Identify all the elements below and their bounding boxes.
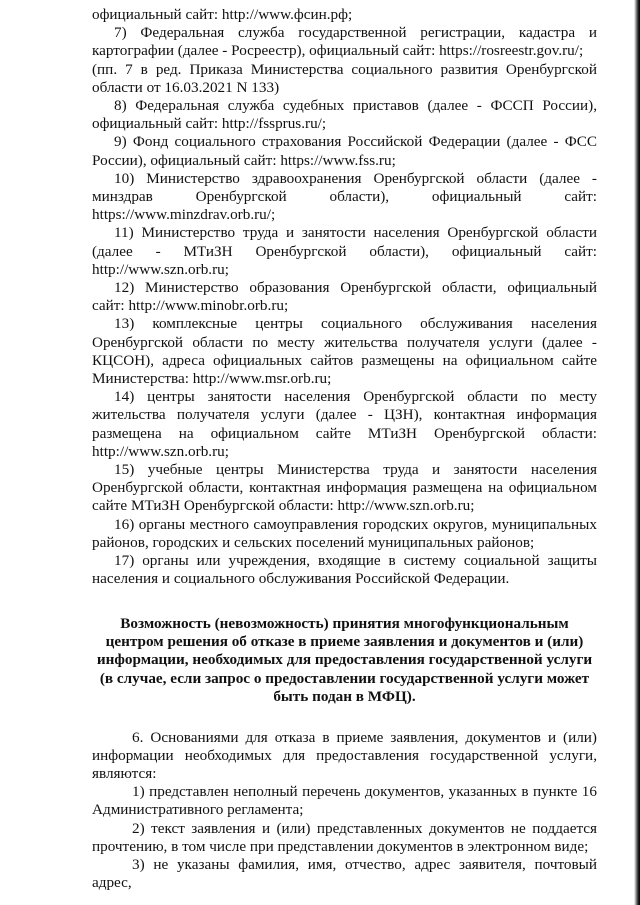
list-item: 16) органы местного самоуправления городских округов, муниципальных районов, городских и сельских поселений муниципальных районов;: [92, 515, 597, 551]
list-item: 11) Министерство труда и занятости населения Оренбургской области (далее - МТиЗН Оренбургской области), официальный сайт: http://www.szn.orb.ru;: [92, 224, 597, 278]
list-item: официальный сайт: http://www.фсин.рф;: [92, 6, 353, 23]
document-body: [92, 6, 597, 892]
spacer: [92, 707, 597, 729]
list-item: 17) органы или учреждения, входящие в систему социальной защиты населения и социального обслуживания Российской Федерации.: [92, 552, 597, 588]
list-item: 3) не указаны фамилия, имя, отчество, адрес заявителя, почтовый адрес,: [92, 855, 597, 892]
amendment-note: (пп. 7 в ред. Приказа Министерства социального развития Оренбургской области от 16.03.2021 N 133): [92, 60, 597, 96]
list-item: 12) Министерство образования Оренбургской области, официальный сайт: http://www.minobr.orb.ru;: [92, 279, 597, 315]
list-item: 8) Федеральная служба судебных приставов (далее - ФССП России), официальный сайт: http://fssprus.ru/;: [92, 97, 597, 133]
list-item: 1) представлен неполный перечень документов, указанных в пункте 16 Административного регламента;: [92, 783, 597, 819]
scan-edge-shadow: [634, 0, 640, 905]
list-item: 2) текст заявления и (или) представленных документов не поддается прочтению, в том числе при представлении документов в электронном виде;: [92, 819, 597, 855]
list-item: 7) Федеральная служба государственной регистрации, кадастра и картографии (далее - Росреестр), официальный сайт: https://rosreestr.gov.ru/;: [92, 24, 597, 60]
list-item: 15) учебные центры Министерства труда и занятости населения Оренбургской области, контактная информация размещена на официальном сайте МТиЗН Оренбургской области: http://www.szn.orb.ru;: [92, 461, 597, 515]
list-item: 9) Фонд социального страхования Российской Федерации (далее - ФСС России), официальный сайт: https://www.fss.ru;: [92, 133, 597, 169]
list-item: 13) комплексные центры социального обслуживания населения Оренбургской области по месту жительства получателя услуги (далее - КЦСОН), адреса официальных сайтов размещены на официальном сайте Министерства: http://www.msr.orb.ru;: [92, 315, 597, 388]
paragraph: 6. Основаниями для отказа в приеме заявления, документов и (или) информации необходимых для предоставления государственной услуги, являются:: [92, 728, 597, 782]
section-heading: Возможность (невозможность) принятия многофункциональным центром решения об отказе в приеме заявления и документов и (или) информации, необходимых для предоставления государственной услуги (в случае, если запрос о предоставлении государственной услуги может быть подан в МФЦ).: [96, 614, 593, 706]
list-item: 10) Министерство здравоохранения Оренбургской области (далее - минздрав Оренбургской области), официальный сайт: https://www.minzdrav.orb.ru/;: [92, 169, 597, 224]
list-item: 14) центры занятости населения Оренбургской области по месту жительства получателя услуги (далее - ЦЗН), контактная информация размещена на официальном сайте МТиЗН Оренбургской области: http://www.szn.orb.ru;: [92, 388, 597, 460]
